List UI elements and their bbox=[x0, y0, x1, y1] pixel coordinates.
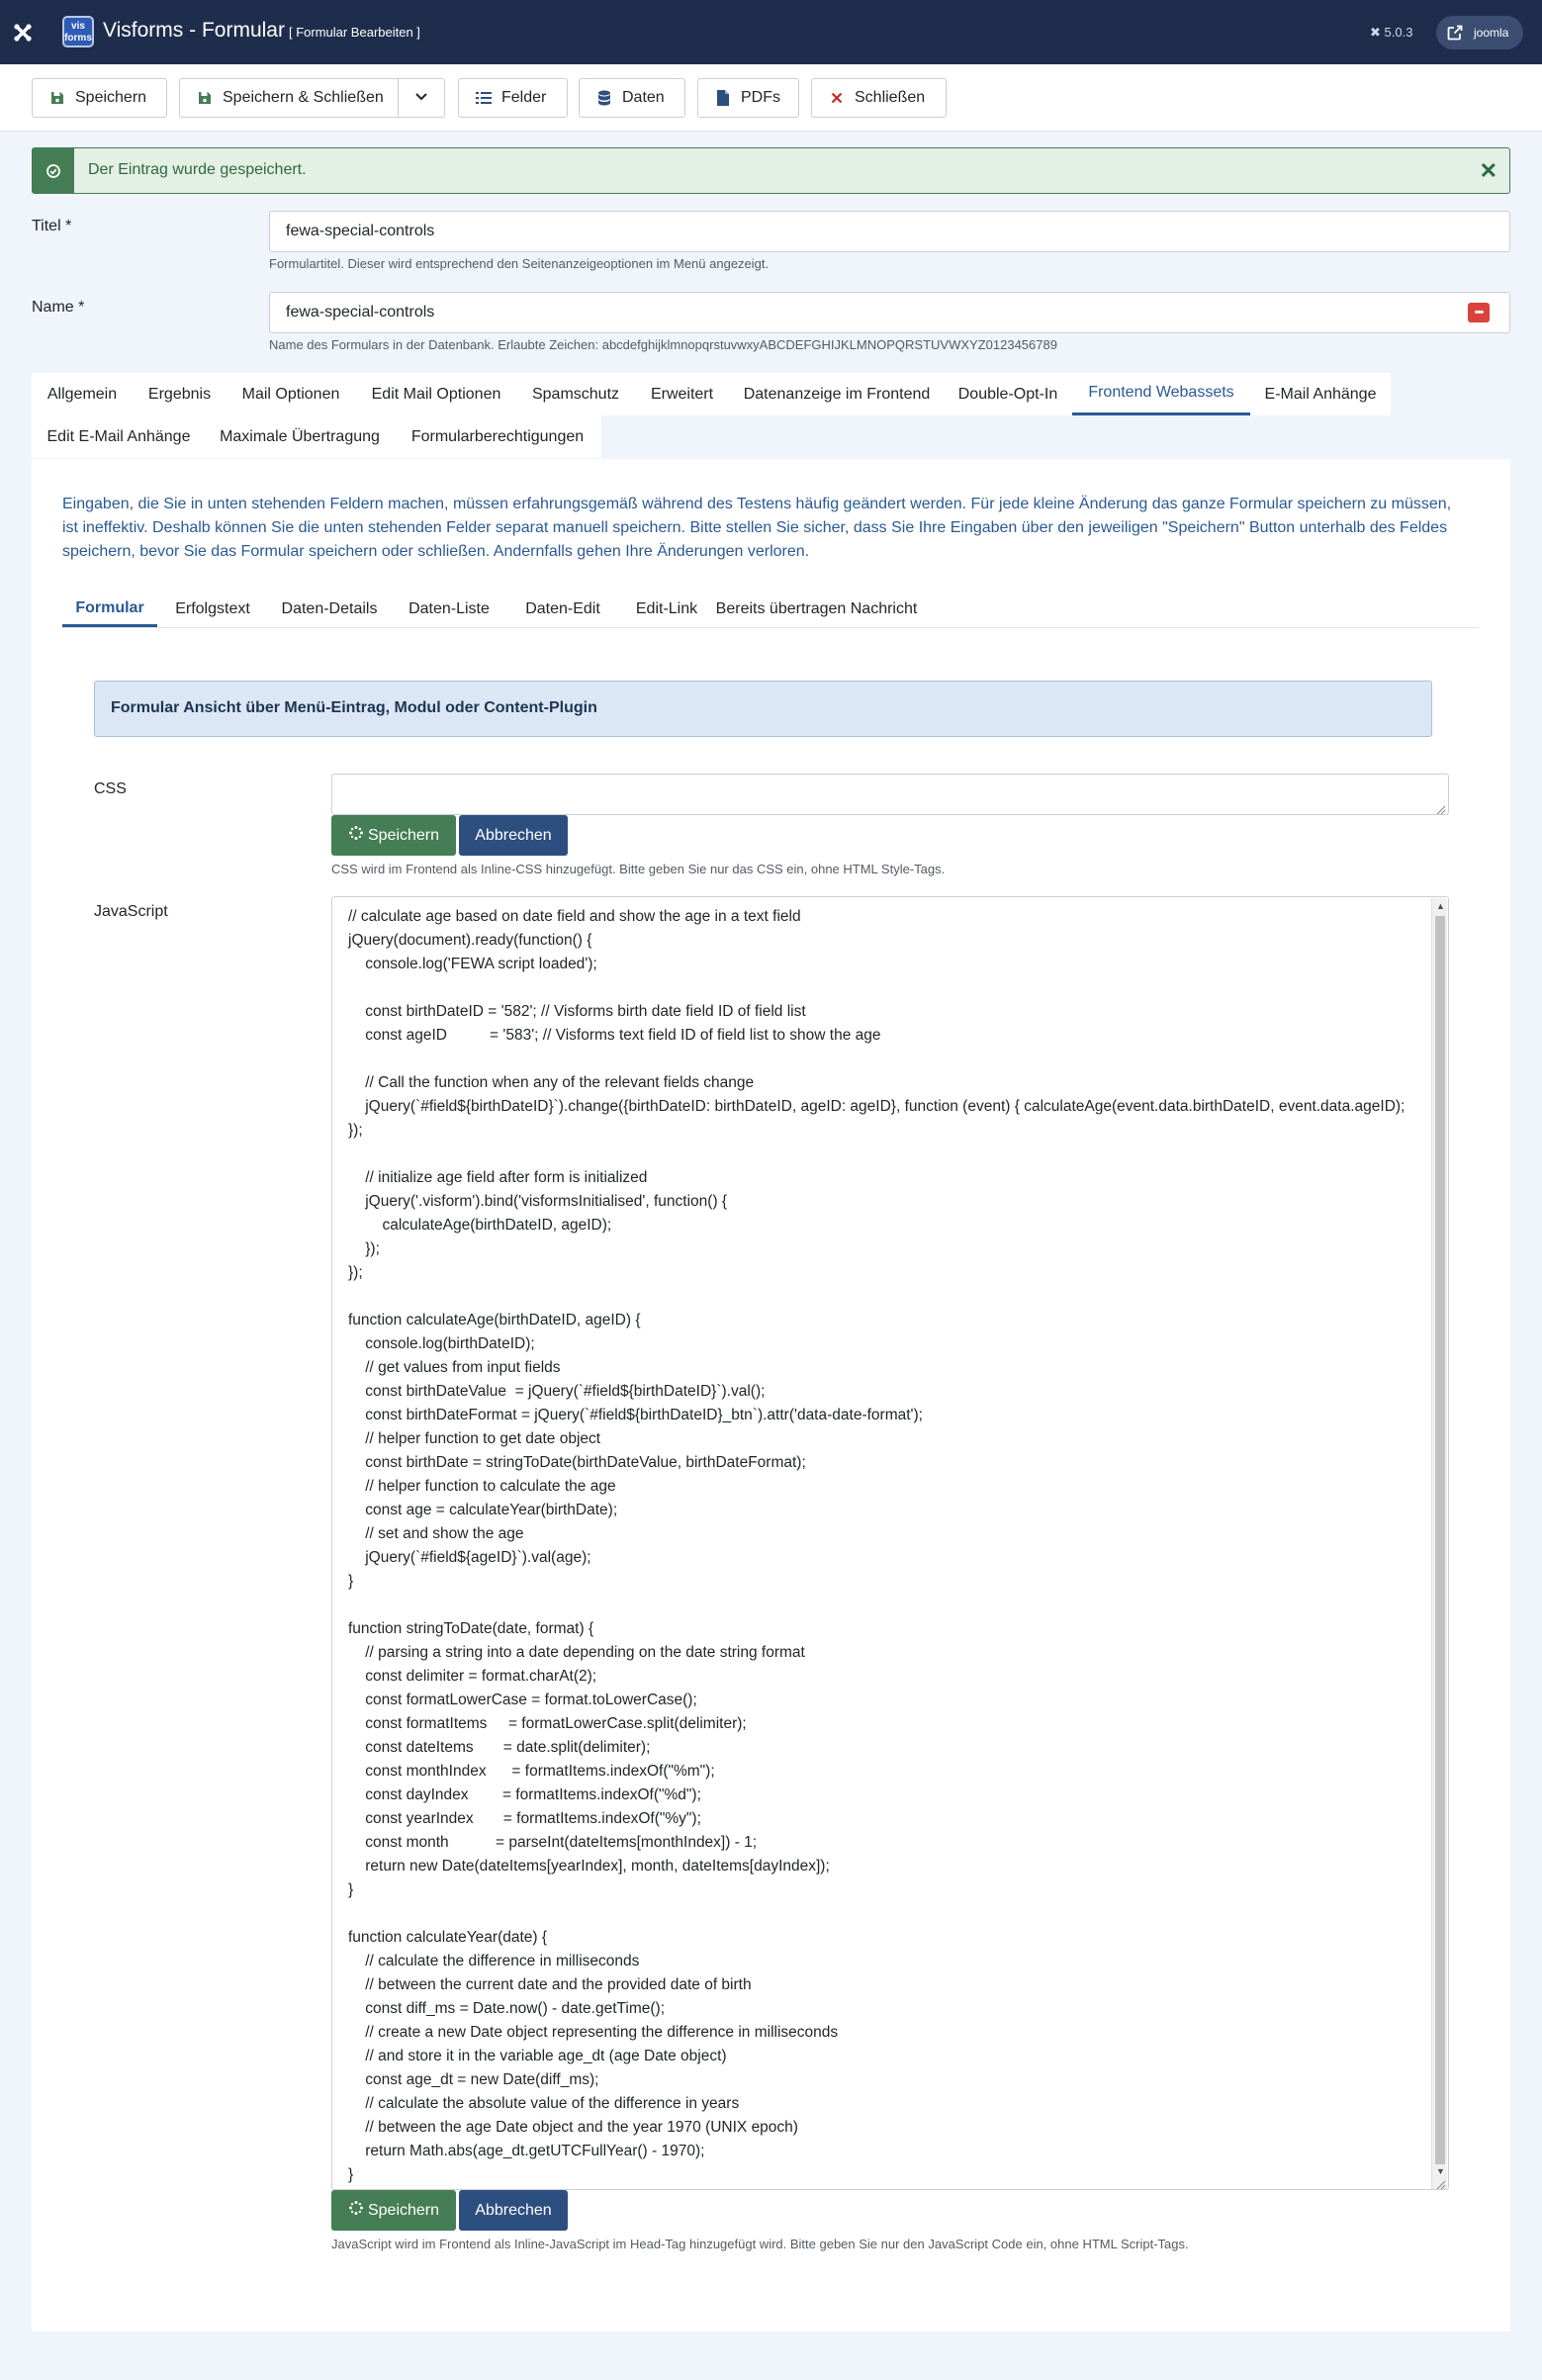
user-label: joomla bbox=[1474, 26, 1509, 40]
scrollbar-thumb[interactable] bbox=[1435, 916, 1445, 2164]
joomla-icon[interactable] bbox=[0, 0, 45, 64]
chevron-down-icon bbox=[414, 89, 428, 107]
fields-button[interactable]: Felder bbox=[458, 78, 568, 118]
file-icon bbox=[715, 90, 731, 106]
subtab-daten-edit[interactable]: Daten-Edit bbox=[525, 600, 600, 617]
tab-maximale-uebertragung[interactable]: Maximale Übertragung bbox=[206, 415, 394, 458]
alert-message: Der Eintrag wurde gespeichert. bbox=[88, 161, 307, 178]
title-help: Formulartitel. Dieser wird entsprechend den Seitenanzeigeoptionen im Menü angezeigt. bbox=[269, 256, 770, 271]
css-save-button[interactable]: Speichern bbox=[331, 815, 456, 856]
floppy-icon bbox=[197, 90, 213, 106]
tab-edit-mail-optionen[interactable]: Edit Mail Optionen bbox=[355, 373, 517, 415]
css-textarea[interactable] bbox=[331, 774, 1449, 815]
data-button[interactable]: Daten bbox=[579, 78, 685, 118]
css-help: CSS wird im Frontend als Inline-CSS hinzugefügt. Bitte geben Sie nur das CSS ein, ohne HTML Style-Tags. bbox=[331, 862, 946, 876]
tab-datenanzeige-im-frontend[interactable]: Datenanzeige im Frontend bbox=[730, 373, 944, 415]
tab-ergebnis[interactable]: Ergebnis bbox=[133, 373, 227, 415]
name-input[interactable] bbox=[269, 292, 1510, 333]
database-icon bbox=[596, 90, 612, 106]
subtab-divider bbox=[62, 627, 1479, 628]
subtab-daten-liste[interactable]: Daten-Liste bbox=[408, 600, 490, 617]
spinner-icon bbox=[348, 2200, 364, 2221]
css-cancel-button[interactable]: Abbrechen bbox=[459, 815, 568, 856]
floppy-icon bbox=[49, 90, 65, 106]
tab-email-anhaenge[interactable]: E-Mail Anhänge bbox=[1250, 373, 1391, 415]
name-help: Name des Formulars in der Datenbank. Erlaubte Zeichen: abcdefghijklmnopqrstuvwxyABCDEFGHIJKLMNOPQRSTUVWXYZ0123456789 bbox=[269, 337, 1057, 352]
spinner-icon bbox=[348, 825, 364, 846]
css-label: CSS bbox=[94, 780, 127, 797]
resize-handle-icon[interactable] bbox=[1436, 802, 1446, 812]
javascript-cancel-button[interactable]: Abbrechen bbox=[459, 2190, 568, 2231]
subtab-erfolgstext[interactable]: Erfolgstext bbox=[175, 600, 250, 617]
success-alert bbox=[32, 147, 1510, 194]
name-label: Name * bbox=[32, 299, 85, 316]
scroll-down-icon[interactable]: ▼ bbox=[1436, 2166, 1445, 2176]
joomla-small-icon: ✖︎ bbox=[1370, 25, 1381, 40]
tab-spamschutz[interactable]: Spamschutz bbox=[517, 373, 634, 415]
title-input[interactable]: fewa-special-controls bbox=[269, 211, 1510, 252]
subtab-daten-details[interactable]: Daten-Details bbox=[281, 600, 378, 617]
resize-handle-icon[interactable] bbox=[1436, 2177, 1446, 2187]
top-header bbox=[0, 0, 1542, 64]
save-close-button[interactable]: Speichern & Schließen bbox=[179, 78, 399, 118]
subtab-formular[interactable]: Formular bbox=[62, 592, 157, 627]
tab-formularberechtigungen[interactable]: Formularberechtigungen bbox=[394, 415, 601, 458]
page-subtitle: [ Formular Bearbeiten ] bbox=[288, 25, 420, 40]
user-menu-button[interactable] bbox=[1436, 16, 1523, 49]
name-value: fewa-special-controls bbox=[286, 304, 435, 320]
save-button[interactable]: Speichern bbox=[32, 78, 167, 118]
visforms-logo: vis forms bbox=[62, 16, 94, 47]
subtab-edit-link[interactable]: Edit-Link bbox=[635, 600, 698, 617]
list-icon bbox=[476, 90, 492, 106]
javascript-save-button[interactable]: Speichern bbox=[331, 2190, 456, 2231]
page-title: Visforms - Formular [ Formular Bearbeiten ] bbox=[103, 19, 420, 42]
intro-text: Eingaben, die Sie in unten stehenden Feldern machen, müssen erfahrungsgemäß während des Testens häufig geändert werden. Für jede kleine Änderung das ganze Formular speichern zu müssen, ist ineffektiv. Deshalb können Sie die unten stehenden Felder separat manuell speichern. Bitte stellen Sie sicher, dass Sie Ihre Eingaben über den jeweiligen "Speichern" Button unterhalb des Feldes speichern, bevor Sie das Formular speichern oder schließen. Andernfalls gehen Ihre Änderungen verloren. bbox=[62, 496, 1452, 560]
alert-close-icon[interactable]: ✕ bbox=[1479, 158, 1497, 183]
javascript-help: JavaScript wird im Frontend als Inline-JavaScript im Head-Tag hinzugefügt wird. Bitte geben Sie nur den JavaScript Code ein, ohne HTML Script-Tags. bbox=[331, 2237, 1189, 2251]
tab-double-opt-in[interactable]: Double-Opt-In bbox=[944, 373, 1072, 415]
close-icon bbox=[829, 90, 845, 106]
more-options-icon[interactable]: ••• bbox=[1468, 303, 1490, 322]
subtab-bereits-uebertragen[interactable]: Bereits übertragen Nachricht bbox=[715, 600, 918, 617]
external-link-icon bbox=[1444, 22, 1466, 44]
pdfs-button[interactable]: PDFs bbox=[697, 78, 799, 118]
tab-frontend-webassets[interactable]: Frontend Webassets bbox=[1072, 373, 1250, 415]
version-label: ✖︎ 5.0.3 bbox=[1370, 25, 1413, 40]
tab-erweitert[interactable]: Erweitert bbox=[634, 373, 730, 415]
javascript-code: // calculate age based on date field and show the age in a text field jQuery(document).ready(function() { console.log('FEWA script loaded'); const birthDateID = '582'; // Visforms birth date field ID of field list const ageID = '583'; // Visforms text field ID of field list to show the age // Call the function when any of the relevant fields change jQuery(`#field${birthDateID}`).change({birthDateID: birthDateID, ageID: ageID}, function (event) { calculateAge(event.data.birthDateID, event.data.ageID); }); // initialize age field after form is initialized jQuery('.visform').bind('visformsInitialised', function() { calculateAge(birthDateID, ageID); }); }); function calculateAge(birthDateID, ageID) { console.log(birthDateID); // get values from input fields const birthDateValue = jQuery(`#field${birthDateID}`).val(); const birthDateFormat = jQuery(`#field${birthDateID}_btn`).attr('data-date-format'); // helper function to get date object const birthDate = stringToDate(birthDateValue, birthDateFormat); // helper function to calculate the age const age = calculateYear(birthDate); // set and show the age jQuery(`#field${ageID}`).val(age); } function stringToDate(date, format) { // parsing a string into a date depending on the date string format const delimiter = format.charAt(2); const formatLowerCase = format.toLowerCase(); const formatItems = formatLowerCase.split(delimiter); const dateItems = date.split(delimiter); const monthIndex = formatItems.indexOf("%m"); const dayIndex = formatItems.indexOf("%d"); const yearIndex = formatItems.indexOf("%y"); const month = parseInt(dateItems[monthIndex]) - 1; return new Date(dateItems[yearIndex], month, dateItems[dayIndex]); } function calculateYear(date) { // calculate the difference in milliseconds // between the current date and the provided date of birth const diff_ms = Date.now() - date.getTime(); // create a new Date object representing the difference in milliseconds // and store it in the variable age_dt (age Date object) const age_dt = new Date(diff_ms); // calculate the absolute value of the difference in years // between the age Date object and the year 1970 (UNIX epoch) return Math.abs(age_dt.getUTCFullYear() - 1970); } bbox=[348, 908, 1406, 2183]
scroll-up-icon[interactable]: ▲ bbox=[1436, 901, 1445, 911]
toolbar bbox=[0, 64, 1542, 132]
tab-allgemein[interactable]: Allgemein bbox=[32, 373, 133, 415]
close-button[interactable]: Schließen bbox=[811, 78, 947, 118]
check-circle-icon bbox=[33, 148, 74, 193]
javascript-label: JavaScript bbox=[94, 903, 168, 920]
title-label: Titel * bbox=[32, 218, 72, 234]
section-heading: Formular Ansicht über Menü-Eintrag, Modul oder Content-Plugin bbox=[94, 681, 1432, 737]
javascript-scrollbar[interactable] bbox=[1431, 898, 1447, 2190]
javascript-textarea[interactable] bbox=[331, 896, 1449, 2190]
tab-mail-optionen[interactable]: Mail Optionen bbox=[227, 373, 355, 415]
save-options-dropdown[interactable] bbox=[398, 78, 445, 118]
tab-edit-email-anhaenge[interactable]: Edit E-Mail Anhänge bbox=[32, 415, 206, 458]
